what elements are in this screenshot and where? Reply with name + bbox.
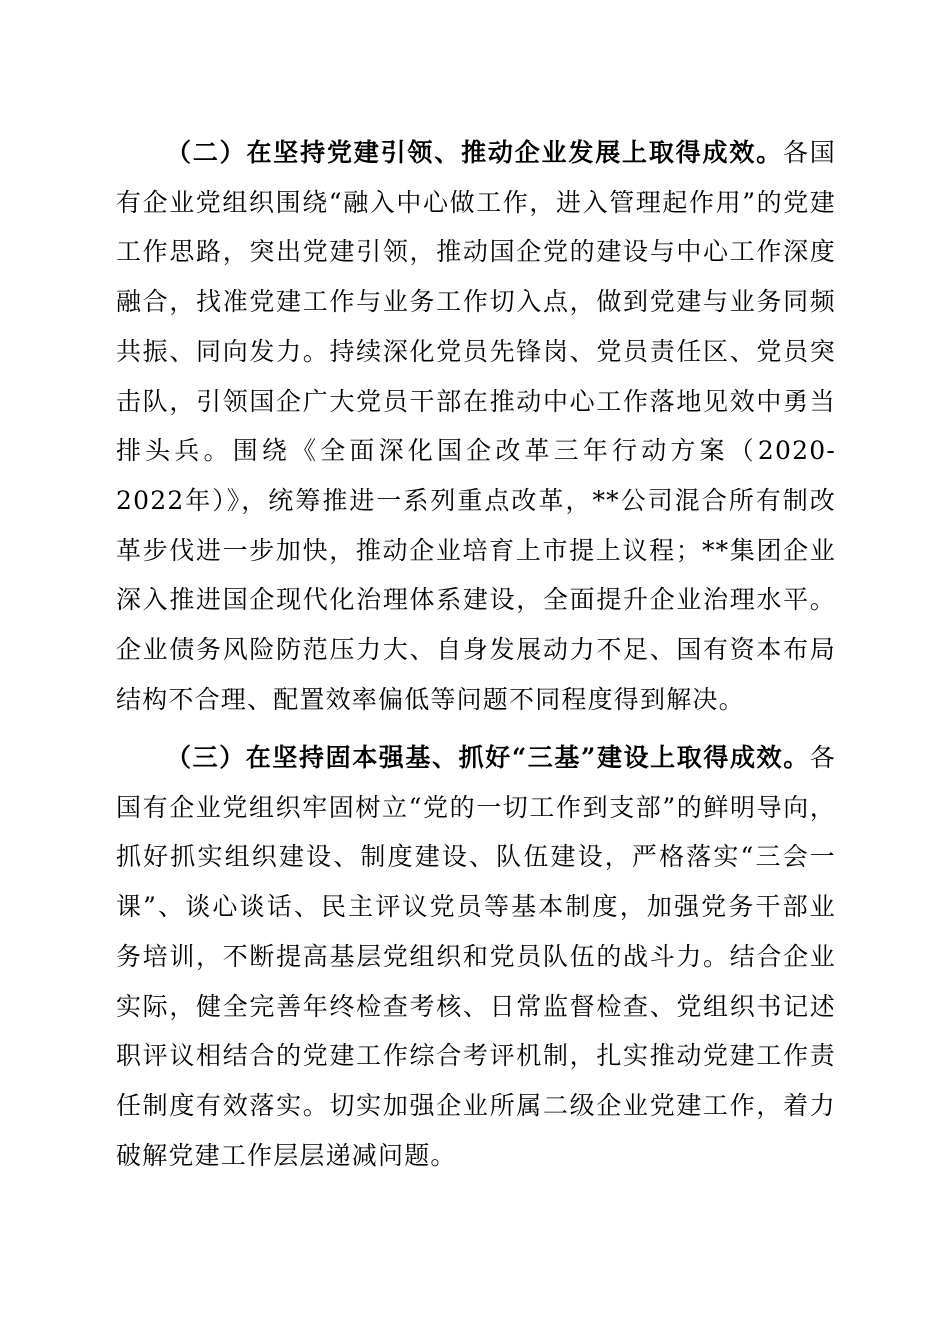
section-heading-2: （二）在坚持党建引领、推动企业发展上取得成效。 (166, 138, 783, 167)
section-body-3: 各国有企业党组织牢固树立“党的一切工作到支部”的鲜明导向，抓好抓实组织建设、制度建设、队伍建设，严格落实“三会一课”、谈心谈话、民主评议党员等基本制度，加强党务干部业务培训，不断提高基层党组织和党员队伍的战斗力。结合企业实际，健全完善年终检查考核、日常监督检查、党组织书记述职评议相结合的党建工作综合考评机制，扎实推动党建工作责任制度有效落实。切实加强企业所属二级企业党建工作，着力破解党建工作层层递减问题。 (116, 743, 836, 1170)
section-heading-3: （三）在坚持固本强基、抓好“三基”建设上取得成效。 (166, 743, 810, 772)
paragraph-section-2 (116, 128, 836, 724)
section-body-2: 各国有企业党组织围绕“融入中心做工作，进入管理起作用”的党建工作思路，突出党建引领，推动国企党的建设与中心工作深度融合，找准党建工作与业务工作切入点，做到党建与业务同频共振、同向发力。持续深化党员先锋岗、党员责任区、党员突击队，引领国企广大党员干部在推动中心工作落地见效中勇当排头兵。围绕《全面深化国企改革三年行动方案（2020-2022年）》，统筹推进一系列重点改革，**公司混合所有制改革步伐进一步加快，推动企业培育上市提上议程；**集团企业深入推进国企现代化治理体系建设，全面提升企业治理水平。企业债务风险防范压力大、自身发展动力不足、国有资本布局结构不合理、配置效率偏低等问题不同程度得到解决。 (116, 138, 836, 714)
paragraph-section-3 (116, 733, 836, 1180)
